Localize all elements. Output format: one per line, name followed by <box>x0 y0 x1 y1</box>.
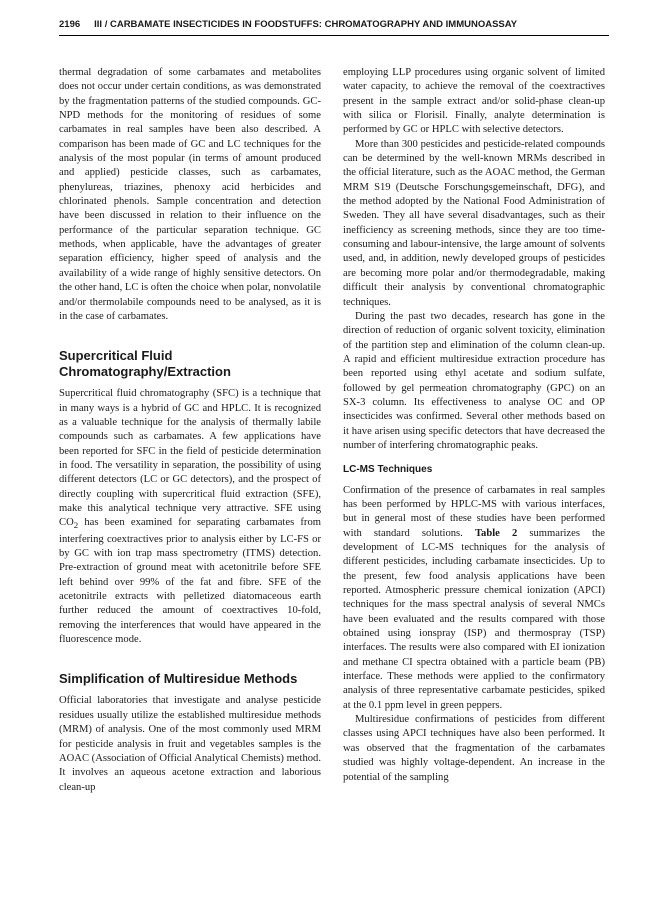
paragraph: Official laboratories that investigate and analyse pesticide residues usually utilize the established multiresidue methods (MRM) of analysis. One of the most commonly used MRM for pesticide analysis in fruit and vegetables samples is the AOAC (Association of Official Analytical Chemists) method. It involves an aqueous acetone extraction and laborious clean-up <box>59 695 321 793</box>
section-heading-sfc: Supercritical Fluid Chromatography/Extraction <box>59 348 231 380</box>
paragraph: During the past two decades, research has gone in the direction of reduction of organic solvent toxicity, elimination of the partition step and elimination of the column clean-up. A rapid and efficient multiresidue extraction procedure has been reported using ethyl acetate and sodium sulfate, followed by gel permeation chromatography (GPC) on an SX-3 column. Its effectiveness to analyse OC and OP insecticides was confirmed. Several other methods based on it have arisen using specific detectors that have decreased the number of interfering chromatographic peaks. <box>343 310 605 451</box>
left-column <box>59 66 321 795</box>
table-reference-link[interactable]: Table 2 <box>474 527 518 539</box>
paragraph: thermal degradation of some carbamates and metabolites does not occur under certain conditions, as was demonstrated by the fragmentation patterns of the studied compounds. GC-NPD methods for the monitoring of residues of some carbamates in real samples have been also described. A comparison has been made of GC and LC techniques for the analysis of the most popular (in terms of amount produced and applied) pesticide classes, such as carbamates, phenylureas, triazines, phenoxy acid herbicides and chlorinated phenols. Sample concentration and detection have been discussed in relation to their influence on the performance of the particular separation technique. GC methods, when applicable, have the advantages of greater separation efficiency, higher speed of analysis and the availability of a wide range of highly sensitive detectors. On the other hand, LC is often the choice when polar, nonvolatile and/or thermolabile compounds need to be analysed, as it is in the case of carbamates. <box>59 67 321 322</box>
running-head <box>59 13 609 36</box>
text-run: has been examined for separating carbamates from interfering coextractives prior to analysis either by LC-FS or by GC with ion trap mass spectrometry (ITMS) detection. Pre-extraction of ground meat with acetonitrile before SFE left behind over 99% of the fat and fibre. SFE of the acetonitrile extracts with pelletized diatomaceous earth further reduced the amount of coextractives 10-fold, removing the interferences that would have appeared in the fluorescence mode. <box>59 517 321 646</box>
paragraph <box>59 387 321 647</box>
section-heading-simplification: Simplification of Multiresidue Methods <box>59 671 298 687</box>
paragraph: More than 300 pesticides and pesticide-related compounds can be determined by the well-known MRMs described in the official literature, such as the AOAC method, the German MRM S19 (Deutsche Forschungsgemeinschaft, DFG), and the method adopted by the National Food Administration of Sweden. They all have several disadvantages, such as their inefficiency as screening methods, since they are too time-consuming and labour-intensive, the large amount of solvents used, and, in addition, newly developed groups of pesticides are becoming more polar and/or thermodegradable, making difficult their analysis by conventional chromatographic techniques. <box>343 138 605 308</box>
right-column <box>343 66 605 785</box>
running-title: III / CARBAMATE INSECTICIDES IN FOODSTUFFS: CHROMATOGRAPHY AND IMMUNOASSAY <box>94 18 518 30</box>
text-run: Confirmation of the presence of carbamates in real samples has been performed by HPLC-MS with various interfaces, but in general most of these studies have been performed with standard solutions. <box>343 484 605 539</box>
text-run: Supercritical fluid chromatography (SFC) is a technique that in many ways is a hybrid of GC and HPLC. It is recognized as a valuable technique for the analysis of thermally labile compounds such as carbamates. A few applications have been reported for SFC in the field of pesticide determination in food. The versatility in separation, the possibility of using different detectors (LC or GC detectors), and the prospect of directly coupling with supercritical fluid extraction (SFE), make this analytical technique very attractive. SFE using CO <box>59 388 321 529</box>
paragraph: employing LLP procedures using organic solvent of limited water capacity, to achieve the removal of the coextractives present in the sample extract and/or solid-phase clean-up with silica or Florisil. Finally, analyte determination is performed by GC or HPLC with selective detectors. <box>343 67 605 136</box>
subscript: 2 <box>73 520 79 531</box>
text-run: summarizes the development of LC-MS techniques for the analysis of different pesticides, including carbamate insecticides. Up to the present, few food analysis applications have been reported. Atmospheric pressure chemical ionization (APCI) techniques for the mass spectral analysis of several NMCs have been evaluated and the results compared with those obtained using ionspray (ISP) and thermospray (TSP) interfaces. The results were also compared with EI ionization and methane CI spectra obtained with a particle beam (PB) interface. These methods were applied to the confirmatory analysis of three representative carbamate pesticides, spiked at the 0.1 ppm level in green peppers. <box>343 527 606 711</box>
paragraph <box>343 484 605 714</box>
paragraph: Multiresidue confirmations of pesticides from different classes using APCI techniques have also been performed. It was observed that the fragmentation of the carbamates studied was highly voltage-dependent. An increase in the potential of the sampling <box>343 714 605 783</box>
subsection-heading-lcms: LC-MS Techniques <box>343 464 433 476</box>
page-number: 2196 <box>59 18 81 30</box>
